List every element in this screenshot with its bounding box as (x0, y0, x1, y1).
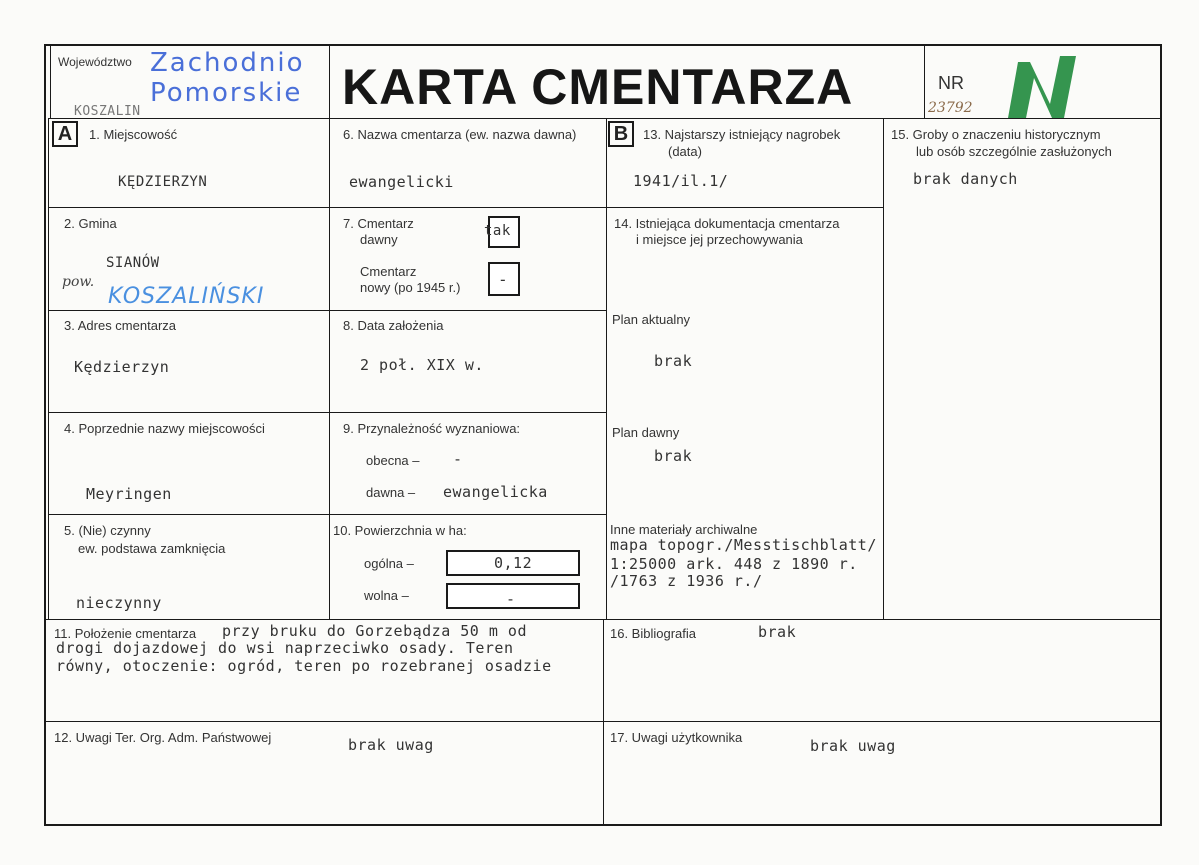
dawna-label: dawna – (366, 485, 416, 500)
nagrobek-value: 1941/il.1/ (633, 172, 729, 190)
nagrobek-label-line1: 13. Najstarszy istniejący nagrobek (643, 127, 841, 142)
polozenie-line2: drogi dojazdowej do wsi naprzeciwko osady. Teren (56, 639, 514, 657)
plan-dawny-value: brak (654, 447, 693, 465)
wojewodztwo-label: Województwo (58, 55, 132, 69)
poprzednie-label: 4. Poprzednie nazwy miejscowości (64, 421, 265, 436)
wolna-label: wolna – (364, 588, 409, 603)
poprzednie-value: Meyringen (86, 485, 172, 503)
old-stamp: KOSZALIN (74, 104, 141, 119)
wolna-value: - (506, 590, 516, 608)
polozenie-line3: równy, otoczenie: ogród, teren po rozebranej osadzie (56, 657, 552, 675)
miejscowosc-label: 1. Miejscowość (89, 127, 178, 142)
ogolna-value: 0,12 (494, 554, 533, 572)
polozenie-label: 11. Położenie cmentarza (54, 626, 197, 641)
obecna-value: - (453, 450, 463, 468)
uwagi-ter-value: brak uwag (348, 736, 434, 754)
cmentarz-nowy-label-line2: nowy (po 1945 r.) (360, 280, 461, 295)
section-b-letter: B (608, 121, 634, 147)
plan-dawny-label: Plan dawny (612, 425, 680, 440)
inne-line1: mapa topogr./Messtischblatt/ (610, 536, 877, 554)
czynny-value: nieczynny (76, 594, 162, 612)
dawna-value: ewangelicka (443, 483, 548, 501)
czynny-label-line2: ew. podstawa zamknięcia (78, 541, 226, 556)
cmentarz-dawny-label-line1: 7. Cmentarz (343, 216, 414, 231)
data-zalozenia-value: 2 poł. XIX w. (360, 356, 484, 374)
nazwa-value: ewangelicki (349, 173, 454, 191)
miejscowosc-value: KĘDZIERZYN (118, 174, 208, 190)
inne-line2: 1:25000 ark. 448 z 1890 r. (610, 555, 858, 573)
cmentarz-nowy-label-line1: Cmentarz (360, 264, 417, 279)
data-zalozenia-label: 8. Data założenia (343, 318, 444, 333)
uwagi-uzytk-value: brak uwag (810, 737, 896, 755)
groby-value: brak danych (913, 170, 1018, 188)
nr-label: NR (938, 73, 964, 93)
nr-handwritten: 23792 (928, 100, 973, 116)
cell-groby (883, 118, 1162, 620)
powiat-stamp: KOSZALIŃSKI (108, 284, 265, 309)
gmina-label: 2. Gmina (64, 216, 117, 231)
powiat-prefix: pow. (62, 274, 95, 290)
nagrobek-label-line2: (data) (668, 144, 702, 159)
uwagi-ter-label: 12. Uwagi Ter. Org. Adm. Państwowej (54, 730, 272, 745)
gmina-value: SIANÓW (106, 255, 160, 271)
nr-marker-text (1020, 58, 1021, 59)
inne-label: Inne materiały archiwalne (610, 522, 758, 537)
wojewodztwo-stamp-line2: Pomorskie (150, 78, 303, 108)
nazwa-label: 6. Nazwa cmentarza (ew. nazwa dawna) (343, 127, 577, 142)
bibliografia-label: 16. Bibliografia (610, 626, 696, 641)
obecna-label: obecna – (366, 453, 420, 468)
plan-aktualny-label: Plan aktualny (612, 312, 691, 327)
powierzchnia-label: 10. Powierzchnia w ha: (333, 523, 467, 538)
cmentarz-nowy-value: - (498, 270, 509, 289)
czynny-label-line1: 5. (Nie) czynny (64, 523, 151, 538)
inne-line3: /1763 z 1936 r./ (610, 572, 763, 590)
adres-label: 3. Adres cmentarza (64, 318, 176, 333)
cmentarz-dawny-value: tak (484, 223, 511, 239)
groby-label-line2: lub osób szczególnie zasłużonych (916, 144, 1112, 159)
wojewodztwo-stamp-line1: Zachodnio (150, 48, 305, 78)
groby-label-line1: 15. Groby o znaczeniu historycznym (891, 127, 1101, 142)
dokumentacja-label-line1: 14. Istniejąca dokumentacja cmentarza (614, 216, 840, 231)
plan-aktualny-value: brak (654, 352, 693, 370)
dokumentacja-label-line2: i miejsce jej przechowywania (636, 232, 803, 247)
bibliografia-value: brak (758, 623, 797, 641)
section-a-letter: A (52, 121, 78, 147)
ogolna-label: ogólna – (364, 556, 414, 571)
adres-value: Kędzierzyn (74, 358, 170, 376)
cmentarz-dawny-label-line2: dawny (360, 232, 398, 247)
green-marker-icon (1000, 48, 1090, 126)
page-title: KARTA CMENTARZA (342, 59, 854, 115)
uwagi-uzytk-label: 17. Uwagi użytkownika (610, 730, 743, 745)
przynaleznosc-label: 9. Przynależność wyznaniowa: (343, 421, 521, 436)
polozenie-line1: przy bruku do Gorzebądza 50 m od (222, 622, 527, 640)
